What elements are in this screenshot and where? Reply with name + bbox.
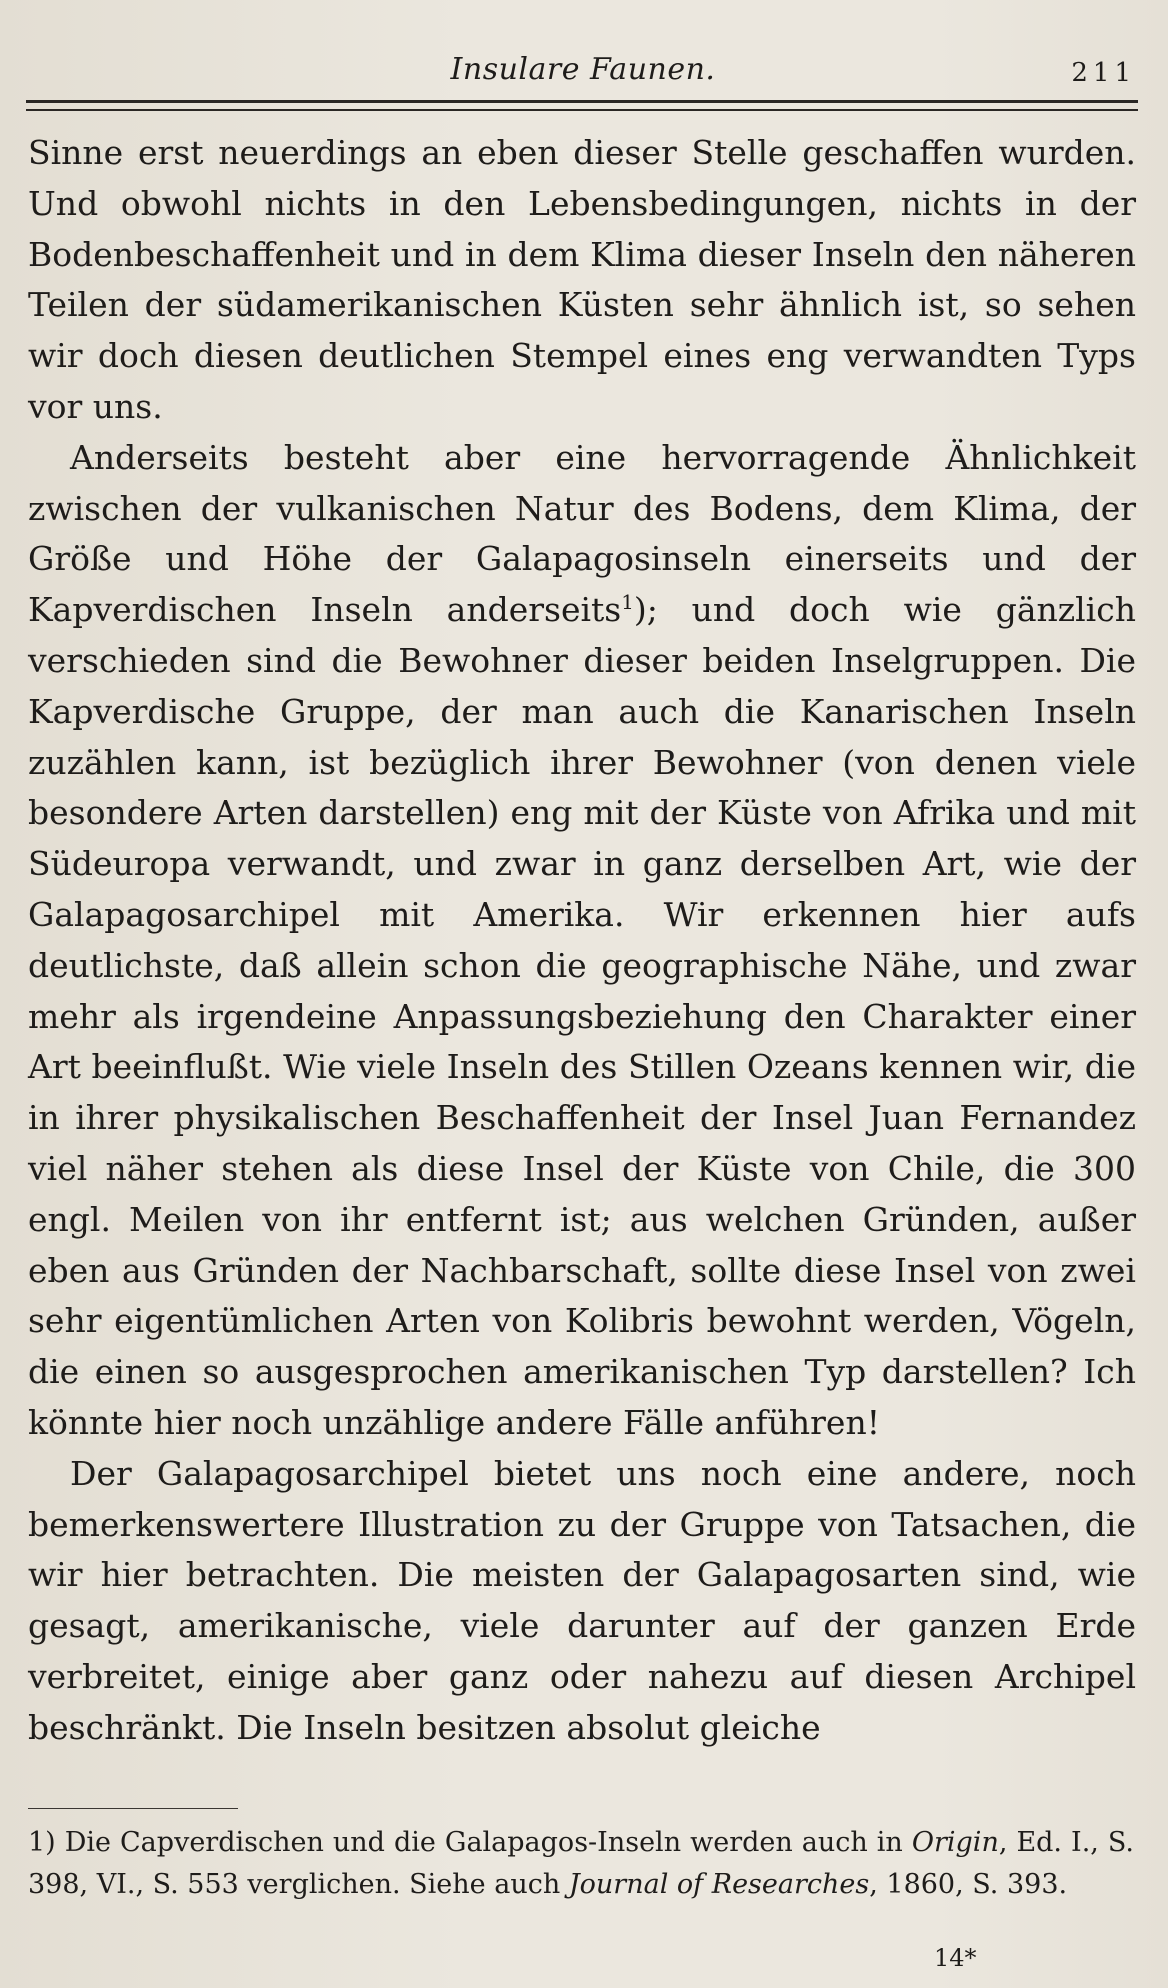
footnote-origin-title: Origin bbox=[911, 1827, 999, 1858]
signature-mark: 14* bbox=[934, 1944, 977, 1972]
footnote-separator bbox=[28, 1808, 238, 1809]
paragraph-2 bbox=[28, 433, 1136, 1449]
paragraph-2-text-before-note: Anderseits besteht aber eine hervorragende Ähnlichkeit zwischen der vulkanischen Natur des Bodens, dem Klima, der Größe und Höhe der Galapagosinseln einerseits und der Kapverdischen Inseln anderseits bbox=[28, 437, 1136, 630]
header-rule-top bbox=[26, 100, 1138, 103]
paragraph-1: Sinne erst neuerdings an eben dieser Stelle geschaffen wurden. Und obwohl nichts in den Lebensbedingungen, nichts in der Bodenbeschaffenheit und in dem Klima dieser Inseln den näheren Teilen der südamerikanischen Küsten sehr ähnlich ist, so sehen wir doch diesen deutlichen Stempel eines eng verwandten Typs vor uns. bbox=[28, 133, 1136, 426]
body-text bbox=[28, 128, 1136, 1754]
running-title: Insulare Faunen. bbox=[450, 52, 716, 87]
header-rule-bottom bbox=[26, 109, 1138, 111]
footnote-text-3: , 1860, S. 393. bbox=[869, 1869, 1068, 1900]
running-head bbox=[28, 52, 1138, 92]
paragraph-3: Der Galapagosarchipel bietet uns noch eine andere, noch bemerkenswertere Illustration zu der Gruppe von Tatsachen, die wir hier betrachten. Die meisten der Galapagosarten sind, wie gesagt, amerikanische, viele darunter auf der ganzen Erde verbreitet, einige aber ganz oder nahezu auf diesen Archipel beschränkt. Die Inseln besitzen absolut gleiche bbox=[28, 1453, 1136, 1747]
footnote bbox=[28, 1822, 1134, 1906]
footnote-journal-title: Journal of Researches bbox=[568, 1869, 870, 1900]
paragraph-2-text-after-note: ); und doch wie gänzlich verschieden sind die Bewohner dieser beiden Inselgruppen. Die Kapverdische Gruppe, der man auch die Kanarischen Inseln zuzählen kann, ist bezüglich ihrer Bewohner (von denen viele besondere Arten darstellen) eng mit der Küste von Afrika und mit Südeuropa verwandt, und zwar in ganz derselben Art, wie der Galapagosarchipel mit Amerika. Wir erkennen hier aufs deutlichste, daß allein schon die geographische Nähe, und zwar mehr als irgendeine Anpassungsbeziehung den Charakter einer Art beeinflußt. Wie viele Inseln des Stillen Ozeans kennen wir, die in ihrer physikalischen Beschaffenheit der Insel Juan Fernandez viel näher stehen als diese Insel der Küste von Chile, die 300 engl. Meilen von ihr entfernt ist; aus welchen Gründen, außer eben aus Gründen der Nachbarschaft, sollte diese Insel von zwei sehr eigentümlichen Arten von Kolibris bewohnt werden, Vögeln, die einen so ausgesprochen amerikanischen Typ darstellen? Ich könnte hier noch unzählige andere Fälle anführen! bbox=[28, 590, 1136, 1442]
footnote-text-1: Die Capverdischen und die Galapagos-Inseln werden auch in bbox=[64, 1827, 903, 1858]
footnote-text-2: , Ed. I., S. 398, VI., S. 553 verglichen. Siehe auch bbox=[28, 1827, 1135, 1900]
footnote-reference: 1 bbox=[621, 591, 634, 615]
footnote-mark: 1) bbox=[28, 1827, 56, 1858]
page-number: 211 bbox=[1071, 58, 1136, 88]
